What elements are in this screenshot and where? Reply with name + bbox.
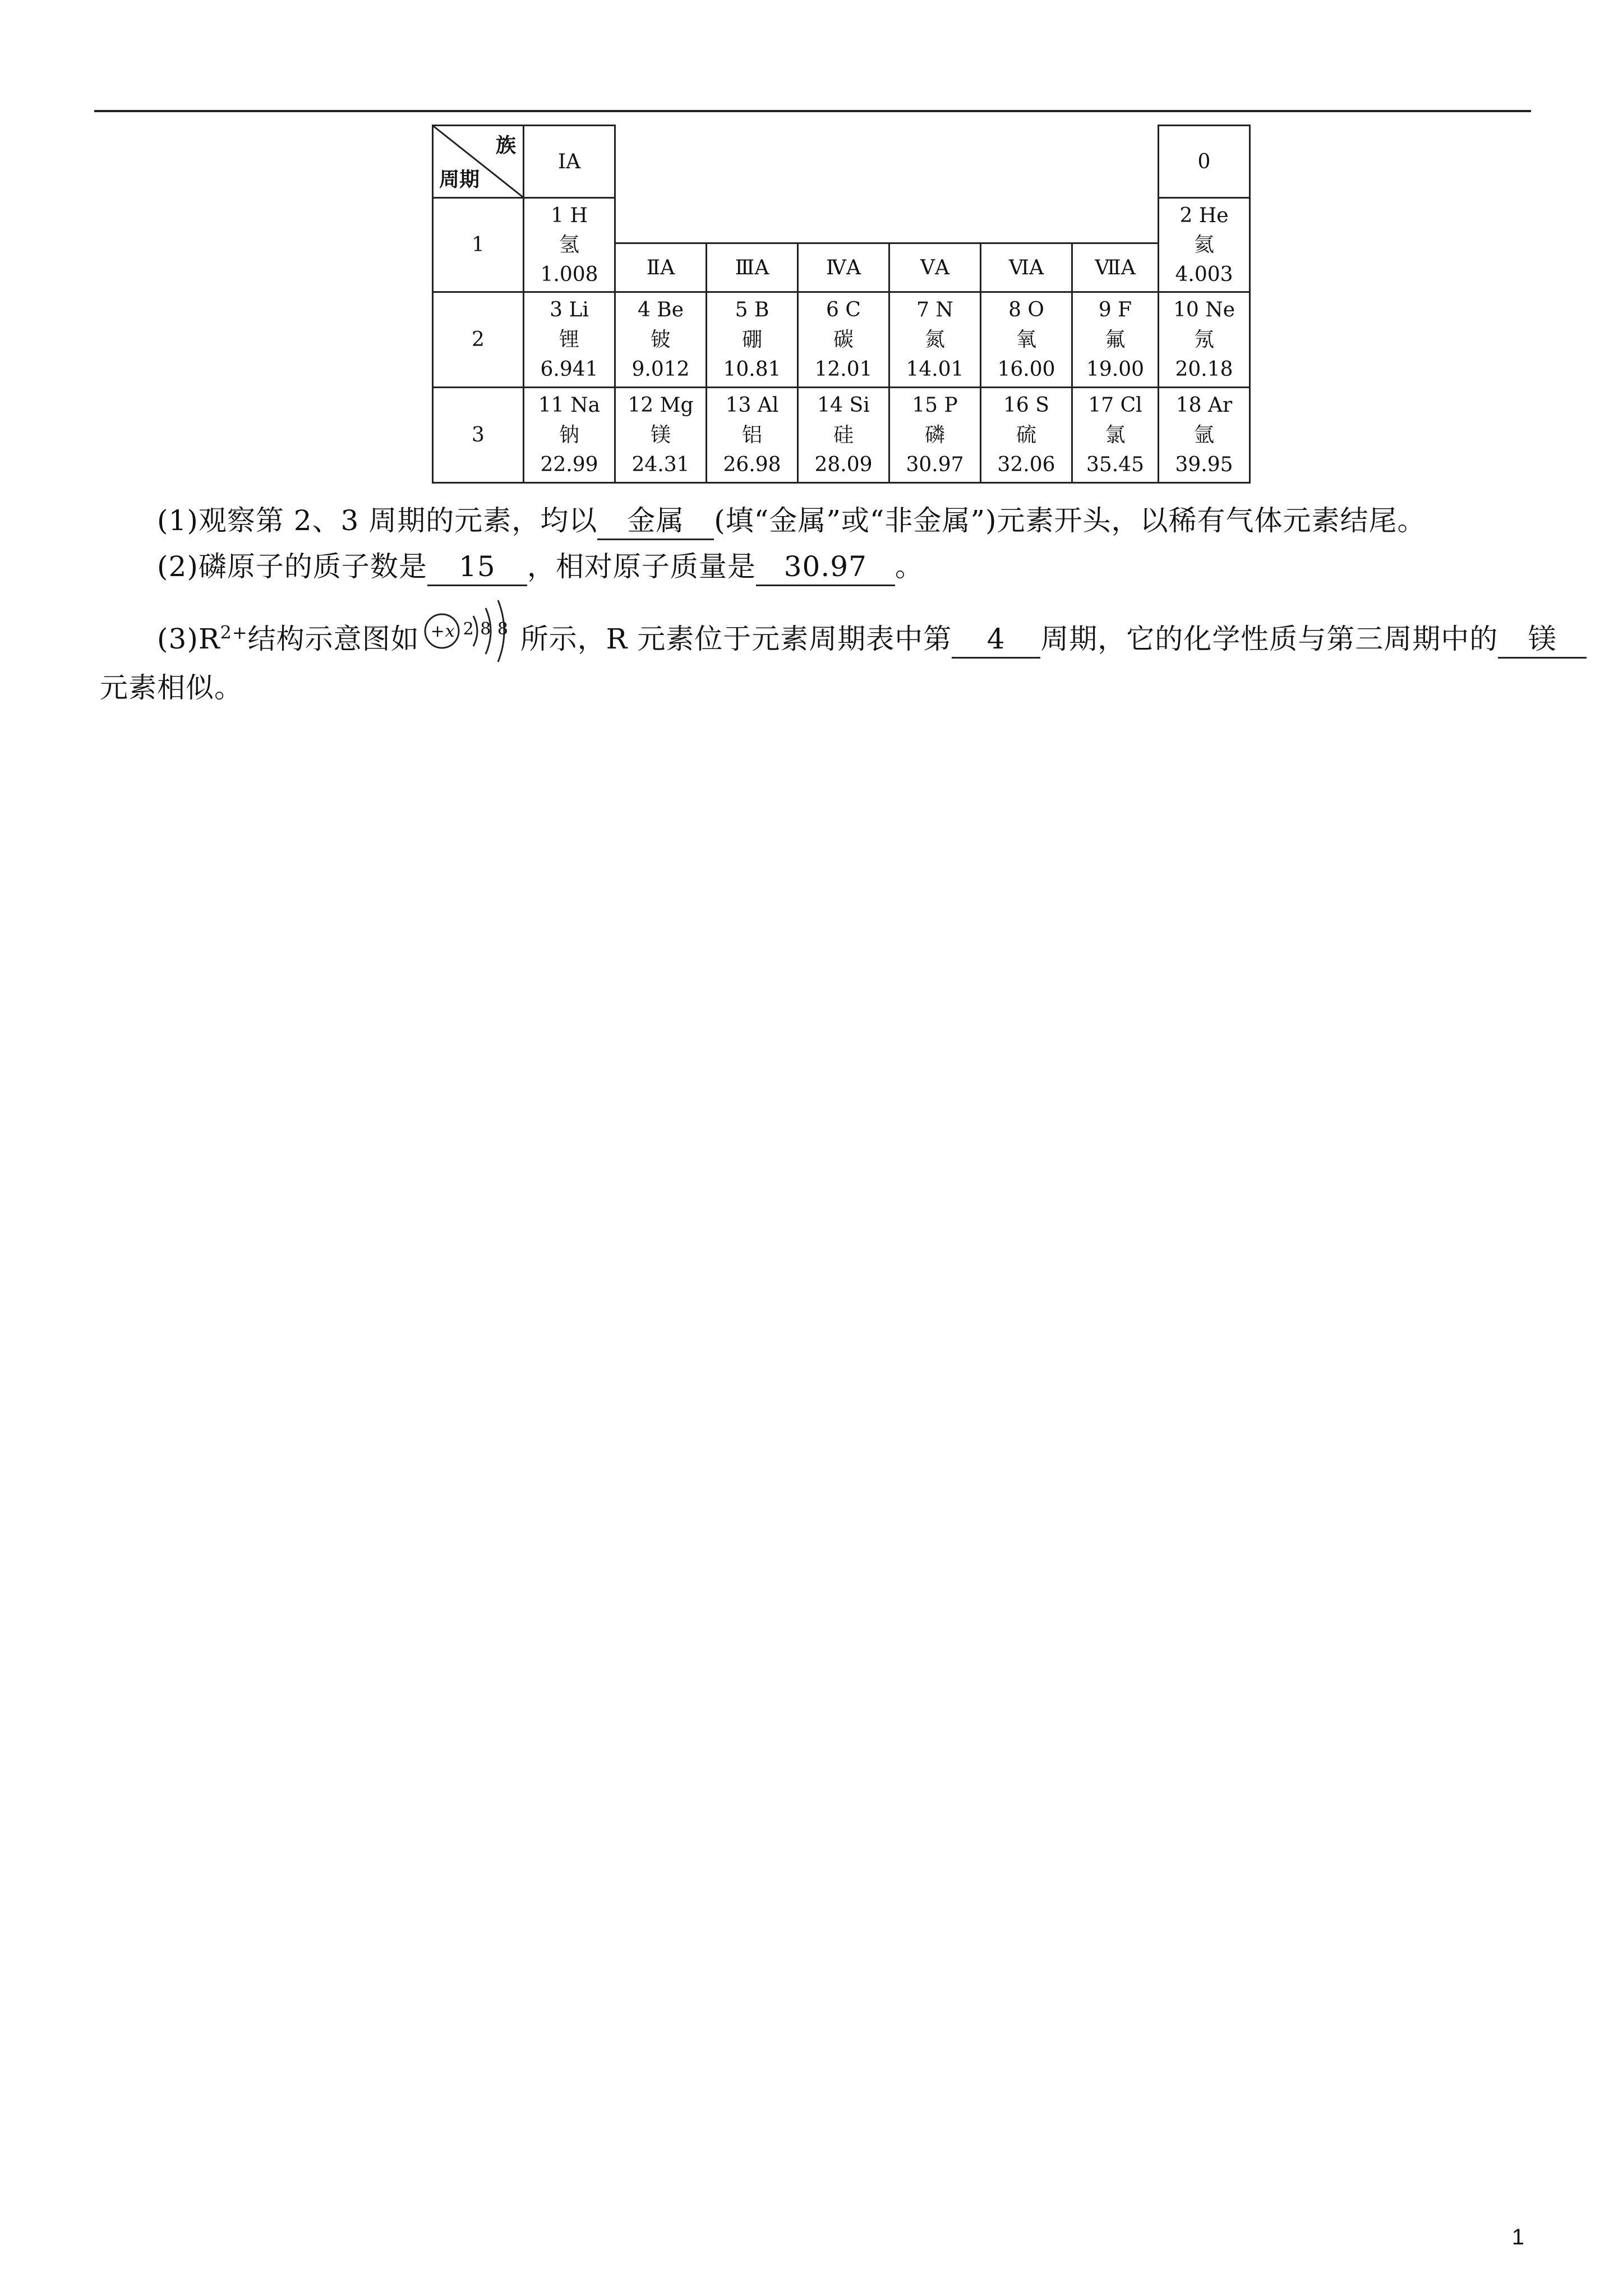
element-name: 氯	[1105, 424, 1126, 447]
element-name: 硅	[833, 424, 854, 447]
period-label-3: 3	[432, 386, 524, 484]
element-mass: 39.95	[1175, 453, 1233, 476]
element-number-symbol: 6 C	[826, 298, 861, 321]
element-cell	[1158, 386, 1251, 484]
element-number-symbol: 11 Na	[538, 394, 601, 417]
element-mass: 10.81	[723, 358, 781, 381]
element-cell	[797, 386, 890, 484]
element-name: 氖	[1193, 328, 1214, 351]
element-cell	[523, 386, 616, 484]
element-cell	[614, 291, 707, 388]
element-cell	[888, 291, 981, 388]
period-label-1: 1	[432, 197, 524, 293]
group-header-VIA: ⅥA	[980, 242, 1073, 293]
element-mass: 6.941	[540, 358, 598, 381]
question-1-text-end: (填“金属”或“非金属”)元素开头，以稀有气体元素结尾。	[714, 504, 1426, 537]
question-3	[157, 599, 1587, 683]
element-number-symbol: 15 P	[912, 394, 958, 417]
element-name: 钠	[559, 424, 579, 447]
element-number-symbol: 17 Cl	[1088, 394, 1142, 417]
element-cell	[980, 291, 1073, 388]
element-name: 铍	[650, 328, 671, 351]
element-mass: 1.008	[540, 263, 598, 286]
element-cell	[614, 386, 707, 484]
corner-group-label: 族	[495, 134, 516, 157]
element-name: 镁	[650, 424, 671, 447]
element-cell	[797, 291, 890, 388]
question-3-continuation: 元素相似。	[100, 671, 243, 704]
element-number-symbol: 3 Li	[550, 298, 589, 321]
shell-electrons: 2 8 8	[463, 619, 509, 639]
group-header-VIIA: ⅦA	[1071, 242, 1159, 293]
element-number-symbol: 7 N	[916, 298, 953, 321]
element-cell-He	[1158, 197, 1251, 293]
element-number-symbol: 1 H	[551, 204, 588, 227]
answer-blank-q2-protons: 15	[427, 549, 527, 586]
corner-period-label: 周期	[439, 168, 480, 191]
element-mass: 26.98	[723, 453, 781, 476]
answer-blank-q3-element: 镁	[1498, 622, 1587, 659]
element-cell	[706, 386, 799, 484]
element-cell	[980, 386, 1073, 484]
electron-shell-diagram	[419, 589, 520, 673]
element-number-symbol: 12 Mg	[628, 394, 694, 417]
element-number-symbol: 9 F	[1098, 298, 1132, 321]
element-name: 硼	[741, 328, 762, 351]
element-mass: 24.31	[631, 453, 690, 476]
element-mass: 22.99	[540, 453, 598, 476]
element-name: 氧	[1016, 328, 1036, 351]
element-mass: 16.00	[997, 358, 1055, 381]
answer-blank-q1: 金属	[597, 503, 714, 540]
element-name: 磷	[924, 424, 945, 447]
element-name: 氦	[1193, 233, 1214, 256]
element-number-symbol: 2 He	[1179, 204, 1229, 227]
group-header-IA: ⅠA	[523, 125, 616, 199]
element-name: 碳	[833, 328, 854, 351]
question-3-text: (3)R	[157, 623, 220, 655]
header-rule	[94, 110, 1531, 112]
element-mass: 12.01	[814, 358, 873, 381]
question-2	[157, 544, 924, 586]
element-number-symbol: 4 Be	[637, 298, 684, 321]
periodic-table	[432, 125, 1251, 484]
answer-blank-q3-period: 4	[952, 622, 1040, 659]
element-name: 氮	[924, 328, 945, 351]
element-name: 氩	[1193, 424, 1214, 447]
element-number-symbol: 5 B	[735, 298, 769, 321]
element-number-symbol: 18 Ar	[1175, 394, 1233, 417]
element-name: 铝	[741, 424, 762, 447]
element-mass: 32.06	[997, 453, 1055, 476]
element-mass: 9.012	[631, 358, 690, 381]
element-name: 锂	[559, 328, 579, 351]
element-cell	[888, 386, 981, 484]
element-number-symbol: 10 Ne	[1173, 298, 1235, 321]
element-mass: 35.45	[1086, 453, 1145, 476]
question-2-text-end: 。	[895, 550, 924, 583]
ion-charge: 2+	[220, 622, 248, 643]
question-3-text-4: 周期，它的化学性质与第三周期中的	[1040, 623, 1498, 655]
corner-cell	[432, 125, 524, 199]
question-3-text-3: 所示，R 元素位于元素周期表中第	[520, 623, 952, 655]
element-mass: 19.00	[1086, 358, 1145, 381]
element-name: 氢	[559, 233, 579, 256]
question-2-text-mid: ，相对原子质量是	[527, 550, 756, 583]
group-header-IVA: ⅣA	[797, 242, 890, 293]
element-cell	[1071, 291, 1159, 388]
question-2-text: (2)磷原子的质子数是	[157, 550, 427, 583]
group-header-0: 0	[1158, 125, 1251, 199]
element-cell-H	[523, 197, 616, 293]
element-cell	[706, 291, 799, 388]
element-cell	[523, 291, 616, 388]
question-1-text: (1)观察第 2、3 周期的元素，均以	[157, 504, 598, 537]
question-3-text-2: 结构示意图如	[247, 623, 419, 655]
element-number-symbol: 8 O	[1008, 298, 1044, 321]
element-number-symbol: 16 S	[1003, 394, 1049, 417]
page-number: 1	[1511, 2225, 1524, 2249]
element-cell	[1158, 291, 1251, 388]
element-mass: 4.003	[1175, 263, 1233, 286]
group-header-IIA: ⅡA	[614, 242, 707, 293]
element-mass: 20.18	[1175, 358, 1233, 381]
answer-blank-q2-mass: 30.97	[756, 549, 895, 586]
question-1	[157, 498, 1426, 540]
element-mass: 14.01	[906, 358, 964, 381]
period-label-2: 2	[432, 291, 524, 388]
group-header-VA: ⅤA	[888, 242, 981, 293]
element-mass: 28.09	[814, 453, 873, 476]
element-name: 硫	[1016, 424, 1036, 447]
element-number-symbol: 14 Si	[817, 394, 870, 417]
element-number-symbol: 13 Al	[725, 394, 779, 417]
element-mass: 30.97	[906, 453, 964, 476]
element-name: 氟	[1105, 328, 1126, 351]
element-cell	[1071, 386, 1159, 484]
nucleus-charge: +x	[430, 622, 455, 641]
group-header-IIIA: ⅢA	[706, 242, 799, 293]
